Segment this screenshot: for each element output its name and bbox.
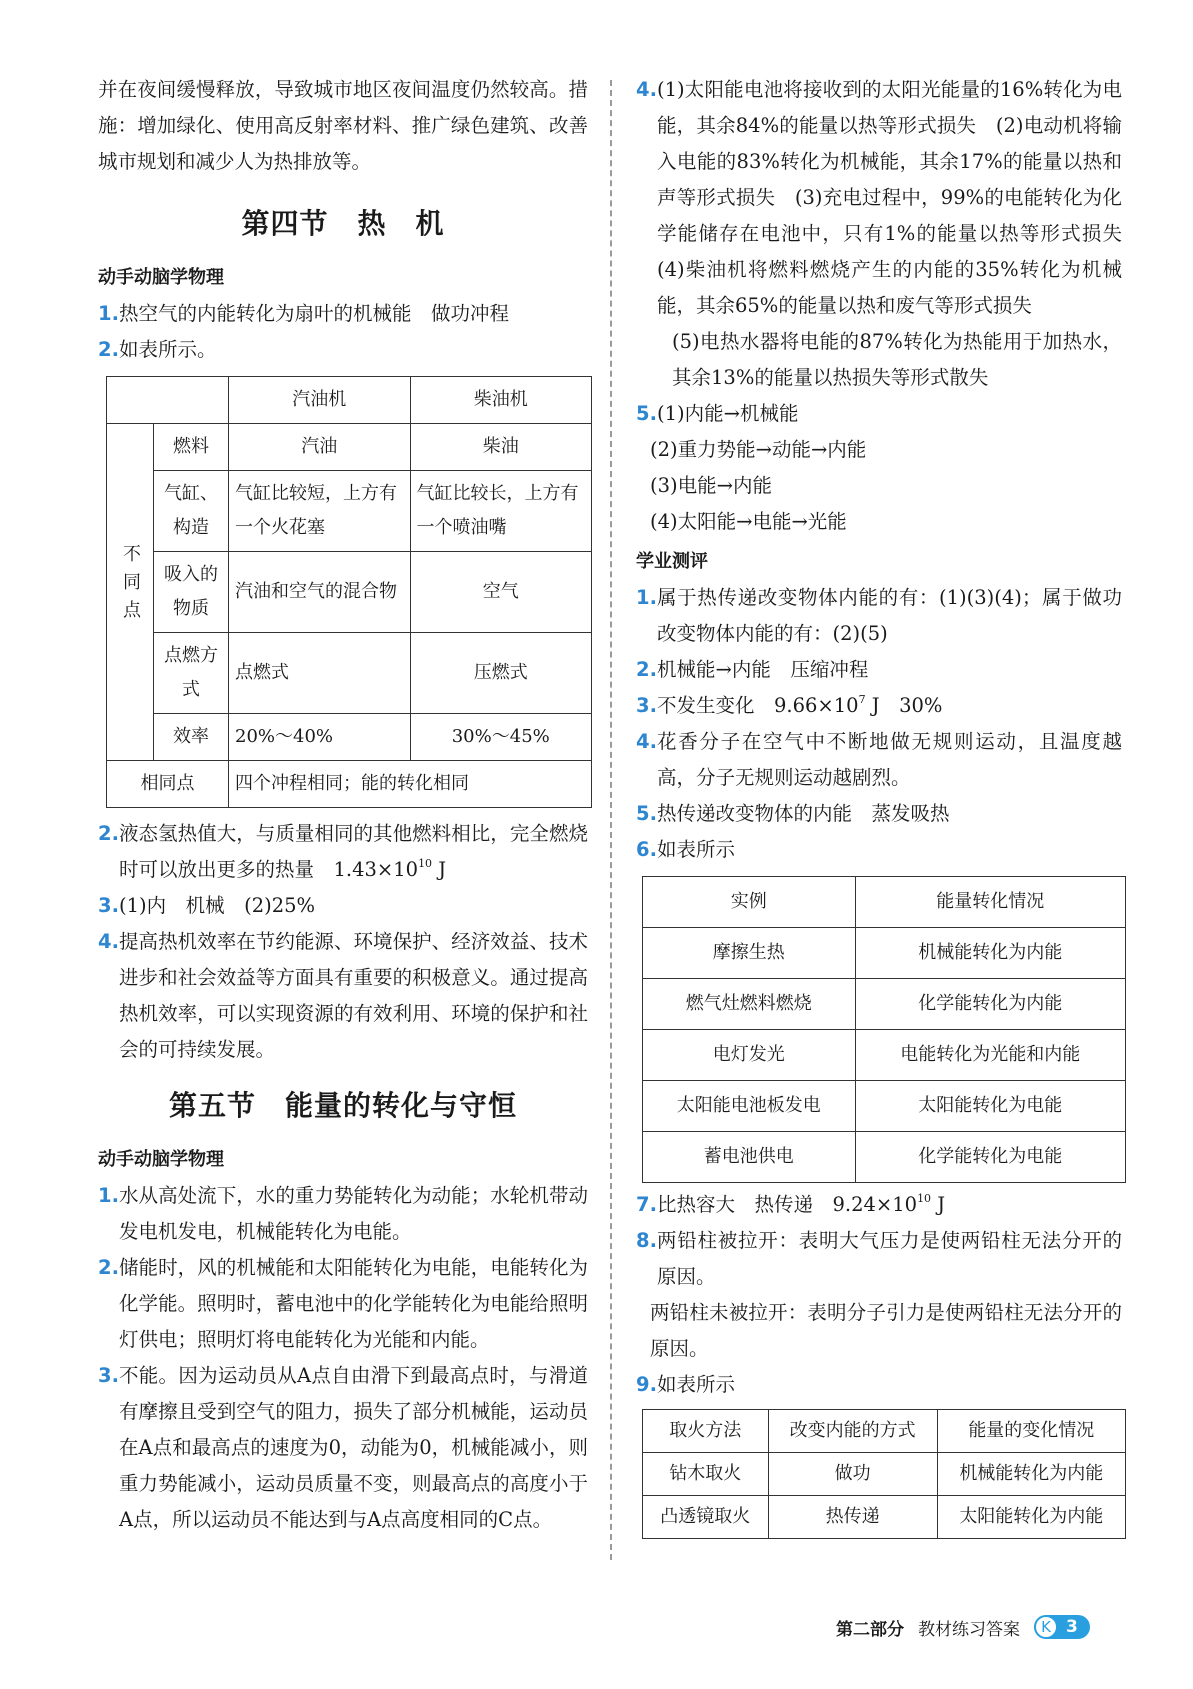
answer-number: 3. bbox=[98, 1364, 119, 1387]
cell: 太阳能转化为内能 bbox=[937, 1496, 1125, 1539]
answer-number: 2. bbox=[98, 338, 119, 361]
right-column bbox=[636, 72, 1142, 1543]
cell: 电能转化为光能和内能 bbox=[855, 1030, 1125, 1081]
answer-number: 4. bbox=[636, 730, 657, 753]
section-4-subheading: 动手动脑学物理 bbox=[98, 267, 224, 288]
cell: 化学能转化为电能 bbox=[855, 1132, 1125, 1183]
cell: 20%～40% bbox=[229, 714, 411, 761]
cell: 燃气灶燃料燃烧 bbox=[643, 979, 856, 1030]
answer-number: 4. bbox=[636, 78, 657, 101]
s5-answer-4: 4. (1)太阳能电池将接收到的太阳光能量的16%转化为电能，其余84%的能量以热等形式损失 (2)电动机将输入电能的83%转化为机械能，其余17%的能量以热和声等形式损失 (3)充电过程中，99%的电能转化为化学能储存在电池中，只有1%的能量以热等形式损失 (4)柴油机将燃料燃烧产生的内能的35%转化为机械能，其余65%的能量以热和废气等形式损失 bbox=[636, 72, 1122, 324]
s5-answer-5-line: (2)重力势能→动能→内能 bbox=[650, 438, 867, 461]
eval-answer-5: 5. 热传递改变物体的内能 蒸发吸热 bbox=[636, 796, 1122, 832]
page-footer bbox=[836, 1612, 1090, 1642]
header-way: 改变内能的方式 bbox=[768, 1410, 937, 1453]
cell: 化学能转化为内能 bbox=[855, 979, 1125, 1030]
s5-answer-1: 1. 水从高处流下，水的重力势能转化为动能；水轮机带动发电机发电，机械能转化为电能。 bbox=[98, 1178, 588, 1250]
evaluation-heading: 学业测评 bbox=[636, 551, 708, 572]
answer-number: 2. bbox=[98, 1256, 119, 1279]
intro-paragraph: 并在夜间缓慢释放，导致城市地区夜间温度仍然较高。措施：增加绿化、使用高反射率材料、推广绿色建筑、改善城市规划和减少人为热排放等。 bbox=[98, 78, 588, 173]
k-icon: K bbox=[1034, 1615, 1058, 1639]
eval-answer-9: 9. 如表所示 bbox=[636, 1367, 1122, 1403]
s5-answer-5-line: (4)太阳能→电能→光能 bbox=[650, 510, 847, 533]
section-5-subheading: 动手动脑学物理 bbox=[98, 1149, 224, 1170]
answer-number: 6. bbox=[636, 838, 657, 861]
cell: 四个冲程相同；能的转化相同 bbox=[229, 761, 592, 808]
header-change: 能量的变化情况 bbox=[937, 1410, 1125, 1453]
s5-answer-2: 2. 储能时，风的机械能和太阳能转化为电能，电能转化为化学能。照明时，蓄电池中的化学能转化为电能给照明灯供电；照明灯将电能转化为光能和内能。 bbox=[98, 1250, 588, 1358]
s4-answer-4: 3. (1)内 机械 (2)25% bbox=[98, 888, 588, 924]
header-method: 取火方法 bbox=[643, 1410, 769, 1453]
answer-number: 3. bbox=[98, 894, 119, 917]
s4-answer-2: 2. 如表所示。 bbox=[98, 332, 588, 368]
s4-answer-3: 2. 液态氢热值大，与质量相同的其他燃料相比，完全燃烧时可以放出更多的热量 $1.43\times 10^{10}$ J bbox=[98, 816, 588, 888]
eval-answer-1: 1. 属于热传递改变物体内能的有：(1)(3)(4)；属于做功改变物体内能的有：(2)(5) bbox=[636, 580, 1122, 652]
s5-answer-5: 5. (1)内能→机械能 bbox=[636, 396, 1122, 432]
header-conversion: 能量转化情况 bbox=[855, 877, 1125, 928]
energy-conversion-table bbox=[642, 876, 1126, 1183]
cell: 汽油和空气的混合物 bbox=[229, 552, 411, 633]
group-label: 不同点 bbox=[120, 544, 141, 628]
cell: 太阳能电池板发电 bbox=[643, 1081, 856, 1132]
answer-number: 5. bbox=[636, 402, 657, 425]
section-4-title: 第四节 热 机 bbox=[241, 207, 445, 240]
answer-number: 4. bbox=[98, 930, 119, 953]
cell: 30%～45% bbox=[410, 714, 592, 761]
s4-answer-5: 4. 提高热机效率在节约能源、环境保护、经济效益、技术进步和社会效益等方面具有重要的积极意义。通过提高热机效率，可以实现资源的有效利用、环境的保护和社会的可持续发展。 bbox=[98, 924, 588, 1068]
footer-section: 教材练习答案 bbox=[918, 1619, 1020, 1640]
cell: 柴油 bbox=[410, 424, 592, 471]
s5-answer-3: 3. 不能。因为运动员从A点自由滑下到最高点时，与滑道有摩擦且受到空气的阻力，损失了部分机械能，运动员在A点和最高点的速度为0，动能为0，机械能减小，则重力势能减小，运动员质量不变，则最高点的高度小于A点，所以运动员不能达到与A点高度相同的C点。 bbox=[98, 1358, 588, 1538]
answer-number: 2. bbox=[636, 658, 657, 681]
cell: 点燃式 bbox=[229, 633, 411, 714]
eval-answer-2: 2. 机械能→内能 压缩冲程 bbox=[636, 652, 1122, 688]
cell: 热传递 bbox=[768, 1496, 937, 1539]
cell: 气缸比较长，上方有一个喷油嘴 bbox=[410, 471, 592, 552]
header-gasoline: 汽油机 bbox=[229, 377, 411, 424]
cell: 空气 bbox=[410, 552, 592, 633]
section-5-title: 第五节 能量的转化与守恒 bbox=[168, 1089, 517, 1122]
row-label: 吸入的物质 bbox=[154, 552, 229, 633]
answer-number: 2. bbox=[98, 822, 119, 845]
left-column bbox=[98, 72, 588, 1538]
header-example: 实例 bbox=[643, 877, 856, 928]
cell: 蓄电池供电 bbox=[643, 1132, 856, 1183]
cell: 太阳能转化为电能 bbox=[855, 1081, 1125, 1132]
cell: 气缸比较短，上方有一个火花塞 bbox=[229, 471, 411, 552]
page-badge bbox=[1034, 1615, 1090, 1639]
engine-comparison-table bbox=[106, 376, 592, 808]
eval-answer-8: 8. 两铅柱被拉开：表明大气压力是使两铅柱无法分开的原因。 bbox=[636, 1223, 1122, 1295]
row-label: 相同点 bbox=[107, 761, 229, 808]
s5-answer-4-continued: (5)电热水器将电能的87%转化为热能用于加热水，其余13%的能量以热损失等形式散失 bbox=[672, 330, 1122, 389]
answer-number: 3. bbox=[636, 694, 657, 717]
eval-answer-6: 6. 如表所示 bbox=[636, 832, 1122, 868]
answer-number: 1. bbox=[636, 586, 657, 609]
row-label: 效率 bbox=[154, 714, 229, 761]
row-label: 燃料 bbox=[154, 424, 229, 471]
cell: 机械能转化为内能 bbox=[855, 928, 1125, 979]
page-number: 3 bbox=[1066, 1617, 1078, 1637]
row-label: 气缸、构造 bbox=[154, 471, 229, 552]
cell: 做功 bbox=[768, 1453, 937, 1496]
cell: 电灯发光 bbox=[643, 1030, 856, 1081]
s4-answer-1: 1. 热空气的内能转化为扇叶的机械能 做功冲程 bbox=[98, 296, 588, 332]
footer-part: 第二部分 bbox=[836, 1619, 904, 1640]
cell: 汽油 bbox=[229, 424, 411, 471]
fire-making-table bbox=[642, 1409, 1126, 1539]
cell: 钻木取火 bbox=[643, 1453, 769, 1496]
cell: 机械能转化为内能 bbox=[937, 1453, 1125, 1496]
s5-answer-5-line: (3)电能→内能 bbox=[650, 474, 772, 497]
header-diesel: 柴油机 bbox=[410, 377, 592, 424]
cell: 凸透镜取火 bbox=[643, 1496, 769, 1539]
answer-number: 9. bbox=[636, 1373, 657, 1396]
answer-number: 1. bbox=[98, 302, 119, 325]
column-divider bbox=[610, 80, 612, 1560]
answer-number: 7. bbox=[636, 1193, 657, 1216]
answer-number: 5. bbox=[636, 802, 657, 825]
answer-number: 8. bbox=[636, 1229, 657, 1252]
eval-answer-4: 4. 花香分子在空气中不断地做无规则运动，且温度越高，分子无规则运动越剧烈。 bbox=[636, 724, 1122, 796]
eval-answer-3: 3. 不发生变化 $9.66\times 10^7$ J 30% bbox=[636, 688, 1122, 724]
cell: 摩擦生热 bbox=[643, 928, 856, 979]
eval-answer-8-continued: 两铅柱未被拉开：表明分子引力是使两铅柱无法分开的原因。 bbox=[650, 1301, 1122, 1360]
row-label: 点燃方式 bbox=[154, 633, 229, 714]
answer-number: 1. bbox=[98, 1184, 119, 1207]
cell: 压燃式 bbox=[410, 633, 592, 714]
eval-answer-7: 7. 比热容大 热传递 $9.24\times 10^{10}$ J bbox=[636, 1187, 1122, 1223]
